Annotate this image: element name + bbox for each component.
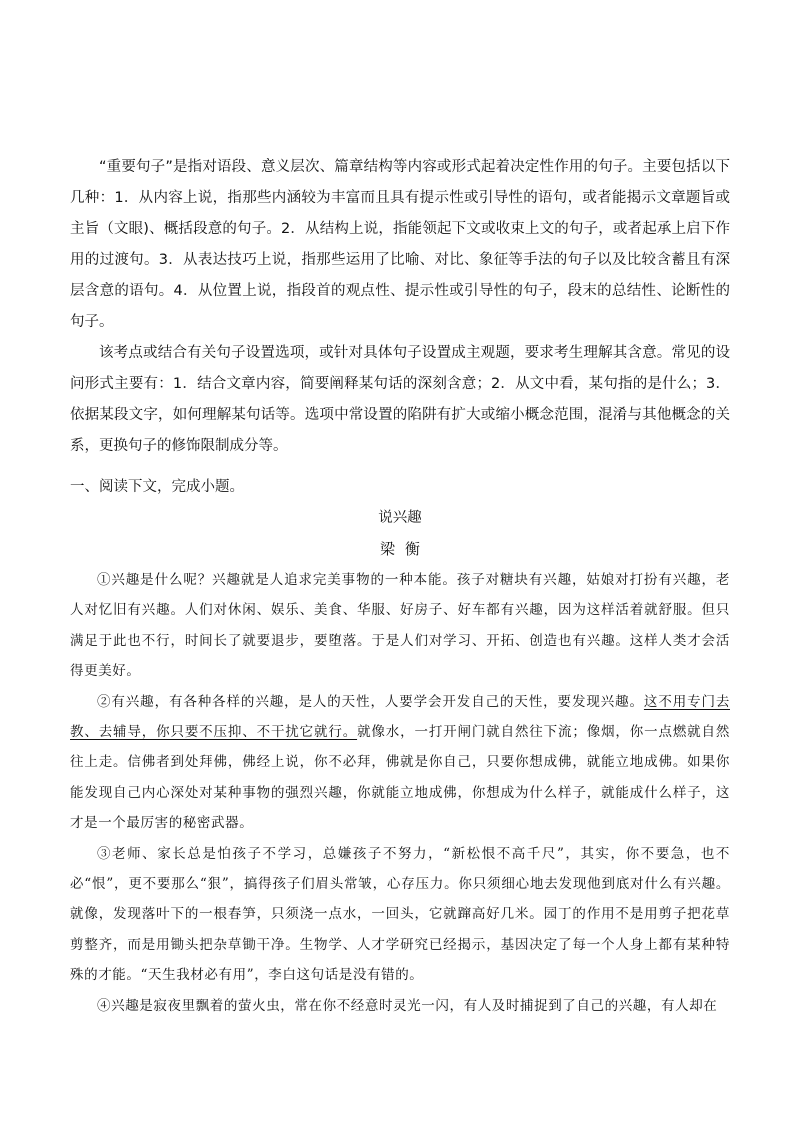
intro-paragraph-2: 该考点或结合有关句子设置选项，或针对具体句子设置成主观题，要求考生理解其含意。常见的设问形式主要有：1．结合文章内容，简要阐释某句话的深刻含意；2．从文中看，某句指的是什么；3．依据某段文字，如何理解某句话等。选项中常设置的陷阱有扩大或缩小概念范围，混淆与其他概念的关系，更换句子的修饰限制成分等。: [70, 345, 730, 454]
underlined-sentence: 这不用专门去教、去辅导，你只要不压抑、不干扰它就行。: [70, 693, 730, 741]
intro-text: [70, 152, 730, 462]
essay-paragraph-4: ④兴趣是寂夜里飘着的萤火虫，常在你不经意时灵光一闪，有人及时捕捉到了自己的兴趣，有人却在: [97, 997, 718, 1014]
essay-paragraph-2-lead: ②有兴趣，有各种各样的兴趣，是人的天性，人要学会开发自己的天性，要发现兴趣。: [97, 693, 644, 710]
intro-paragraph-1: “重要句子”是指对语段、意义层次、篇章结构等内容或形式起着决定性作用的句子。主要包括以下几种：1．从内容上说，指那些内涵较为丰富而且具有提示性或引导性的语句，或者能揭示文章题旨或主旨（文眼)、概括段意的句子。2．从结构上说，指能领起下文或收束上文的句子，或者起承上启下作用的过渡句。3．从表达技巧上说，指那些运用了比喻、对比、象征等手法的句子以及比较含蓄且有深层含意的语句。4．从位置上说，指段首的观点性、提示性或引导性的句子，段末的总结性、论断性的句子。: [70, 159, 730, 330]
essay-paragraph-1: ①兴趣是什么呢？兴趣就是人追求完美事物的一种本能。孩子对糖块有兴趣，姑娘对打扮有兴趣，老人对忆旧有兴趣。人们对休闲、娱乐、美食、华服、好房子、好车都有兴趣，因为这样活着就舒服。但只满足于此也不行，时间长了就要退步，要堕落。于是人们对学习、开拓、创造也有兴趣。这样人类才会活得更美好。: [70, 572, 730, 680]
essay-paragraph-3: ③老师、家长总是怕孩子不学习，总嫌孩子不努力，“新松恨不高千尺”，其实，你不要急，也不必“恨”，更不要那么“狠”，搞得孩子们眉头常皱，心存压力。你只须细心地去发现他到底对什么有兴趣。就像，发现落叶下的一根春笋，只须浇一点水，一回头，它就蹿高好几米。园丁的作用不是用剪子把花草剪整齐，而是用锄头把杂草锄干净。生物学、人才学研究已经揭示，基因决定了每一个人身上都有某种特殊的才能。“天生我材必有用”，李白这句话是没有错的。: [70, 845, 730, 984]
essay-body: [70, 565, 730, 1021]
section-heading: 一、阅读下文，完成小题。: [70, 479, 244, 495]
essay-paragraph-2: [70, 687, 730, 839]
essay-paragraph-2-rest: 就像水，一打开闸门就自然往下流；像烟，你一点燃就自然往上走。信佛者到处拜佛，佛经上说，你不必拜，佛就是你自己，只要你想成佛，就能立地成佛。如果你能发现自己内心深处对某种事物的强烈兴趣，你就能立地成佛，你想成为什么样子，就能成什么样子，这才是一个最厉害的秘密武器。: [70, 724, 730, 832]
essay-author: 梁衡: [379, 540, 430, 558]
essay-title: 说兴趣: [378, 510, 422, 526]
